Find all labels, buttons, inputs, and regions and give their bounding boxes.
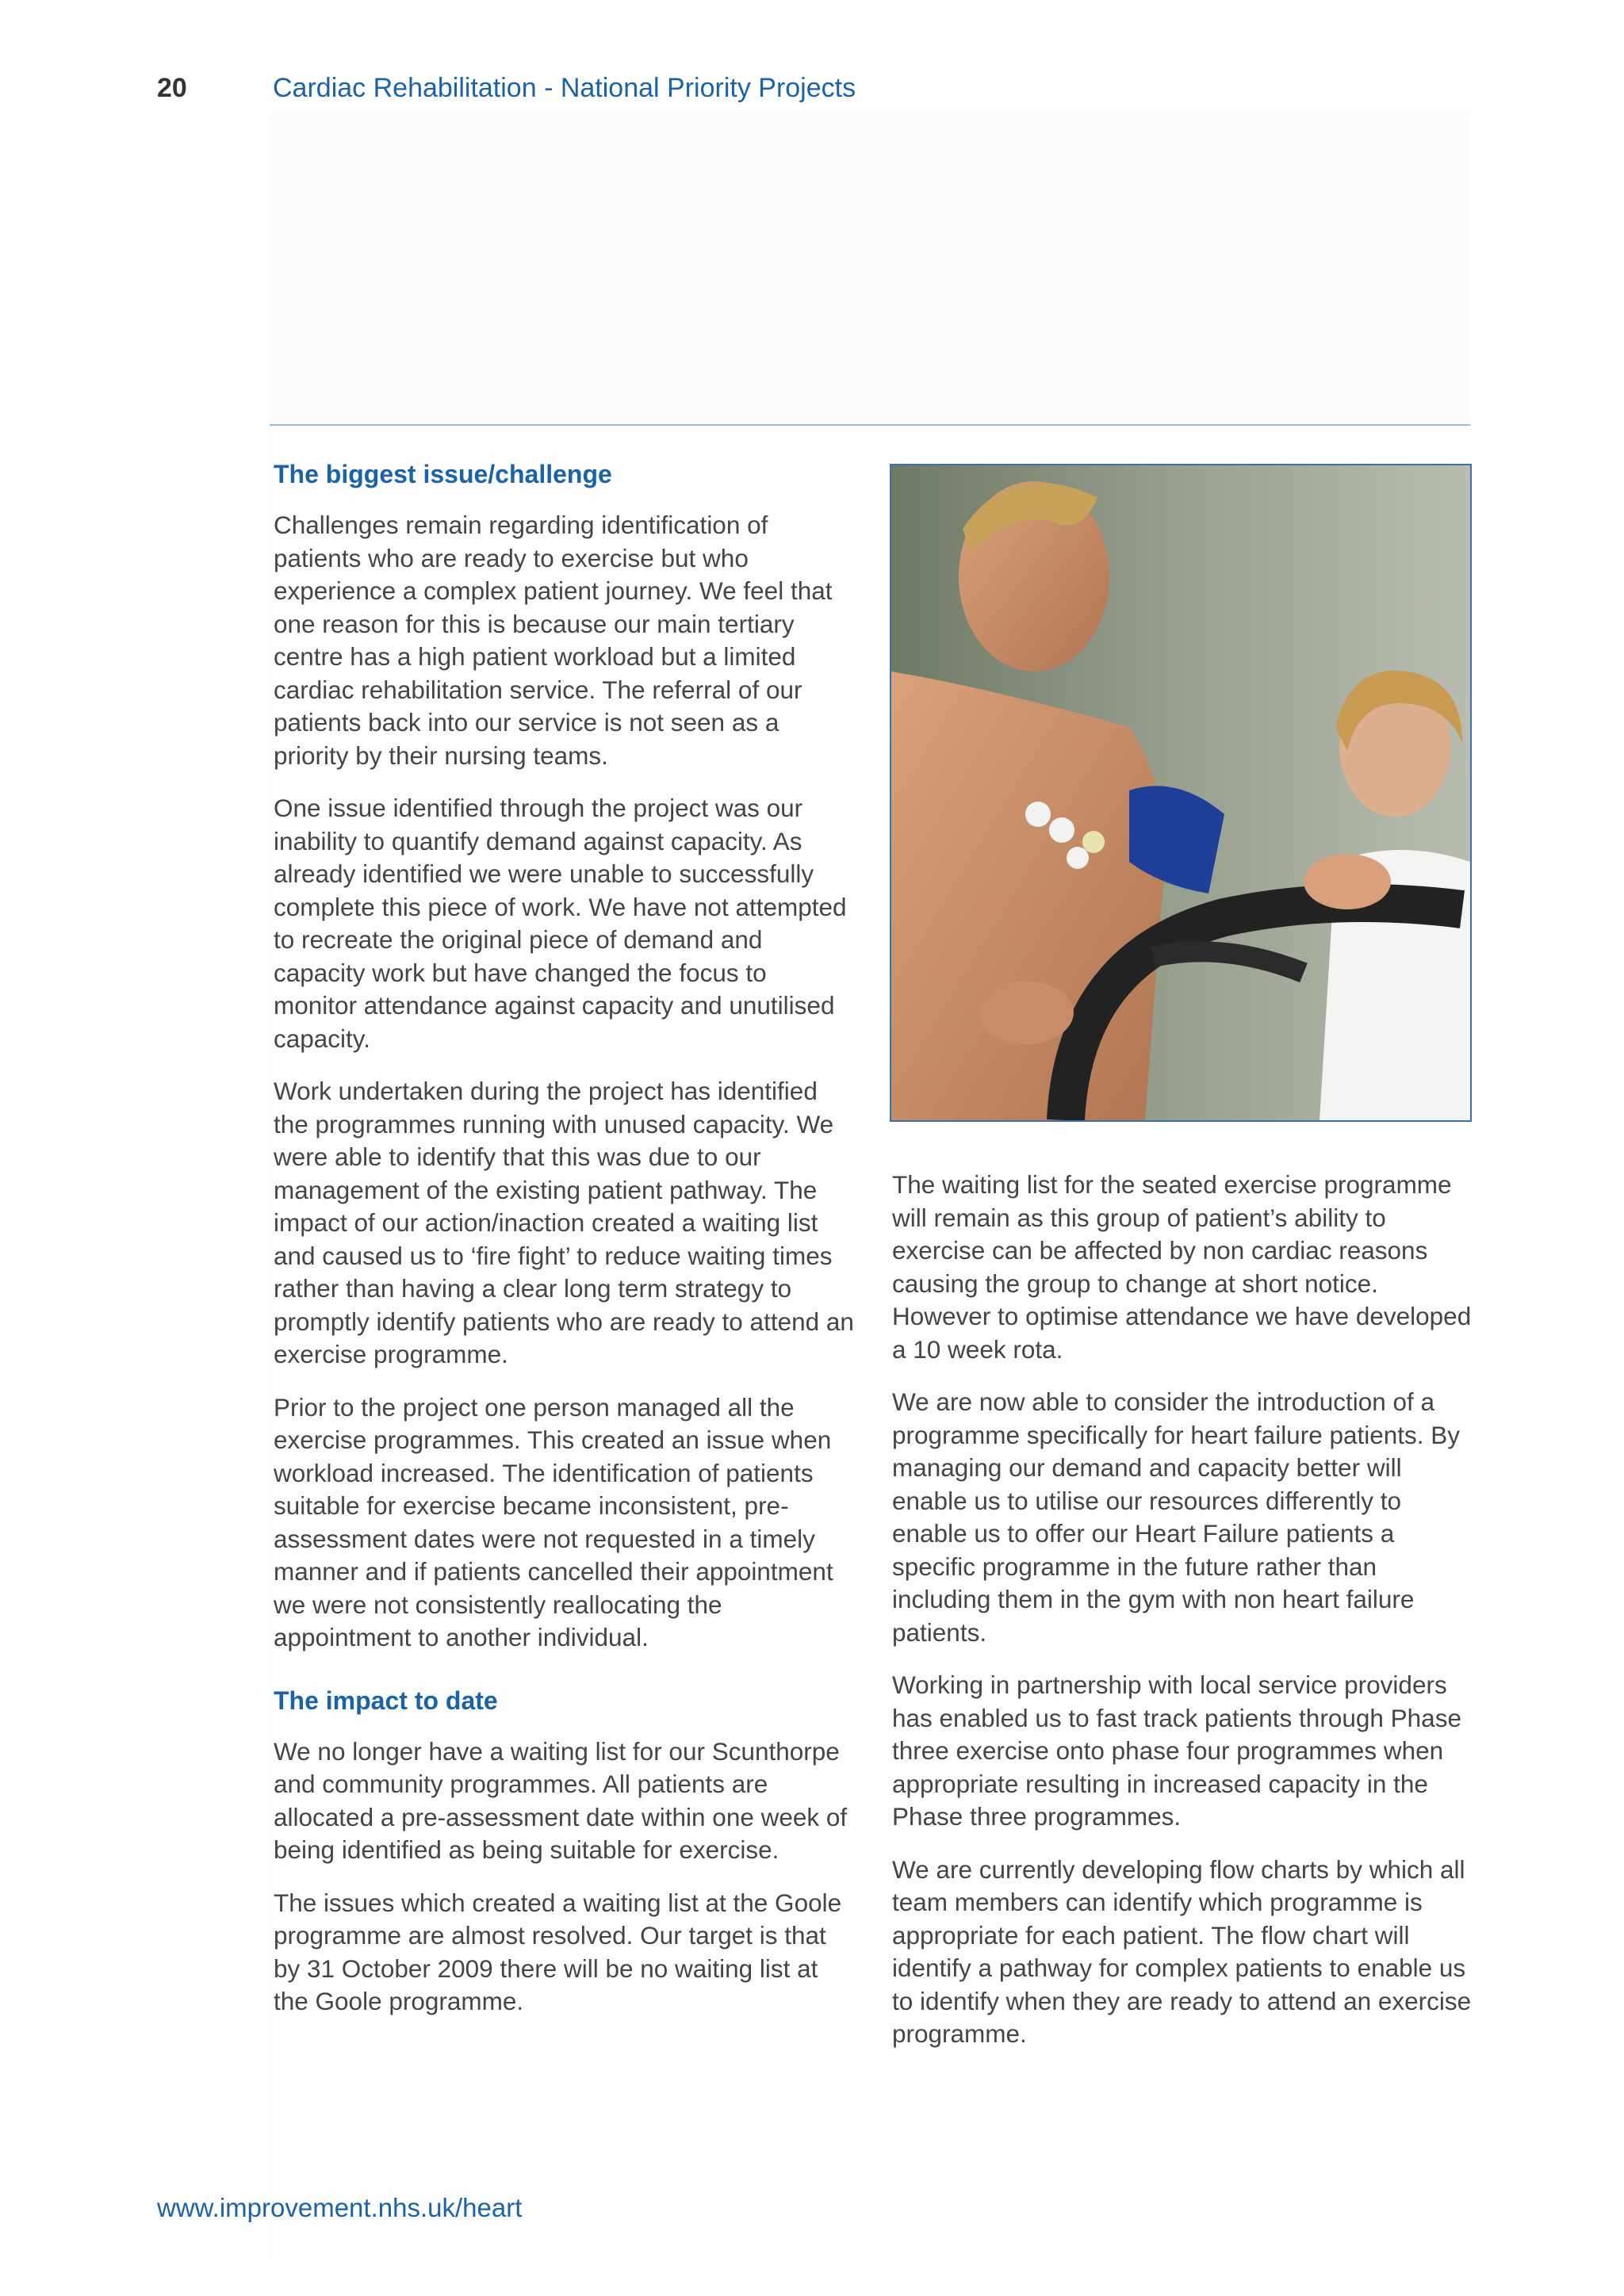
paragraph: We no longer have a waiting list for our Scunthorpe and community programmes. All patients are allocated a pre-assessment date within one week of being identified as being suitable for exercise. [274, 1736, 848, 1864]
paragraph: Working in partnership with local service providers has enabled us to fast track patients through Phase three exercise onto phase four programmes when appropriate resulting in increased capacity in the Phase three programmes. [892, 1670, 1461, 1831]
paragraph: We are currently developing flow charts by which all team members can identify which programme is appropriate for each patient. The flow chart will identify a pathway for complex patients to enable us to identify when they are ready to attend an exercise programme. [892, 1854, 1472, 2048]
section-heading-biggest-issue: The biggest issue/challenge [274, 460, 612, 488]
paragraph: Work undertaken during the project has identified the programmes running with unused capacity. We were able to identify that this was due to our management of the existing patient pathway. The impact of our action/inaction created a waiting list and caused us to ‘fire fight’ to reduce waiting times rather than having a clear long term strategy to promptly identify patients who are ready to attend an exercise programme. [274, 1077, 854, 1368]
left-column [274, 458, 856, 2038]
paragraph: One issue identified through the project was our inability to quantify demand against capacity. As already identified we were unable to successfully complete this piece of work. We have not attempted to recreate the original piece of demand and capacity work but have changed the focus to monitor attendance against capacity and unutilised capacity. [274, 794, 847, 1053]
paragraph: The issues which created a waiting list at the Goole programme are almost resolved. Our target is that by 31 October 2009 there will be no waiting list at the Goole programme. [274, 1888, 842, 2015]
header-band [270, 111, 1470, 425]
divider-rule [270, 424, 1470, 426]
paragraph: Prior to the project one person managed all the exercise programmes. This created an issue when workload increased. The identification of patients suitable for exercise became inconsistent, pre-assessment dates were not requested in a timely manner and if patients cancelled their appointment we were not consistently reallocating the appointment to another individual. [274, 1392, 833, 1651]
patient-exercise-photo [890, 464, 1472, 1122]
photo-illustration [891, 465, 1470, 1120]
paragraph: The waiting list for the seated exercise programme will remain as this group of patient’s ability to exercise can be affected by non cardiac reasons causing the group to change at short notice. However to optimise attendance we have developed a 10 week rota. [892, 1170, 1472, 1364]
section-heading-impact: The impact to date [274, 1686, 498, 1715]
page-number: 20 [157, 73, 187, 103]
running-title: Cardiac Rehabilitation - National Priority Projects [273, 73, 856, 103]
paragraph: We are now able to consider the introduction of a programme specifically for heart failure patients. By managing our demand and capacity better will enable us to utilise our resources differently to enable us to offer our Heart Failure patients a specific programme in the future rather than including them in the gym with non heart failure patients. [892, 1387, 1461, 1647]
right-column [892, 1169, 1473, 2071]
paragraph: Challenges remain regarding identification of patients who are ready to exercise but who experience a complex patient journey. We feel that one reason for this is because our main tertiary centre has a high patient workload but a limited cardiac rehabilitation service. The referral of our patients back into our service is not seen as a priority by their nursing teams. [274, 511, 833, 770]
footer-url[interactable]: www.improvement.nhs.uk/heart [157, 2193, 523, 2222]
